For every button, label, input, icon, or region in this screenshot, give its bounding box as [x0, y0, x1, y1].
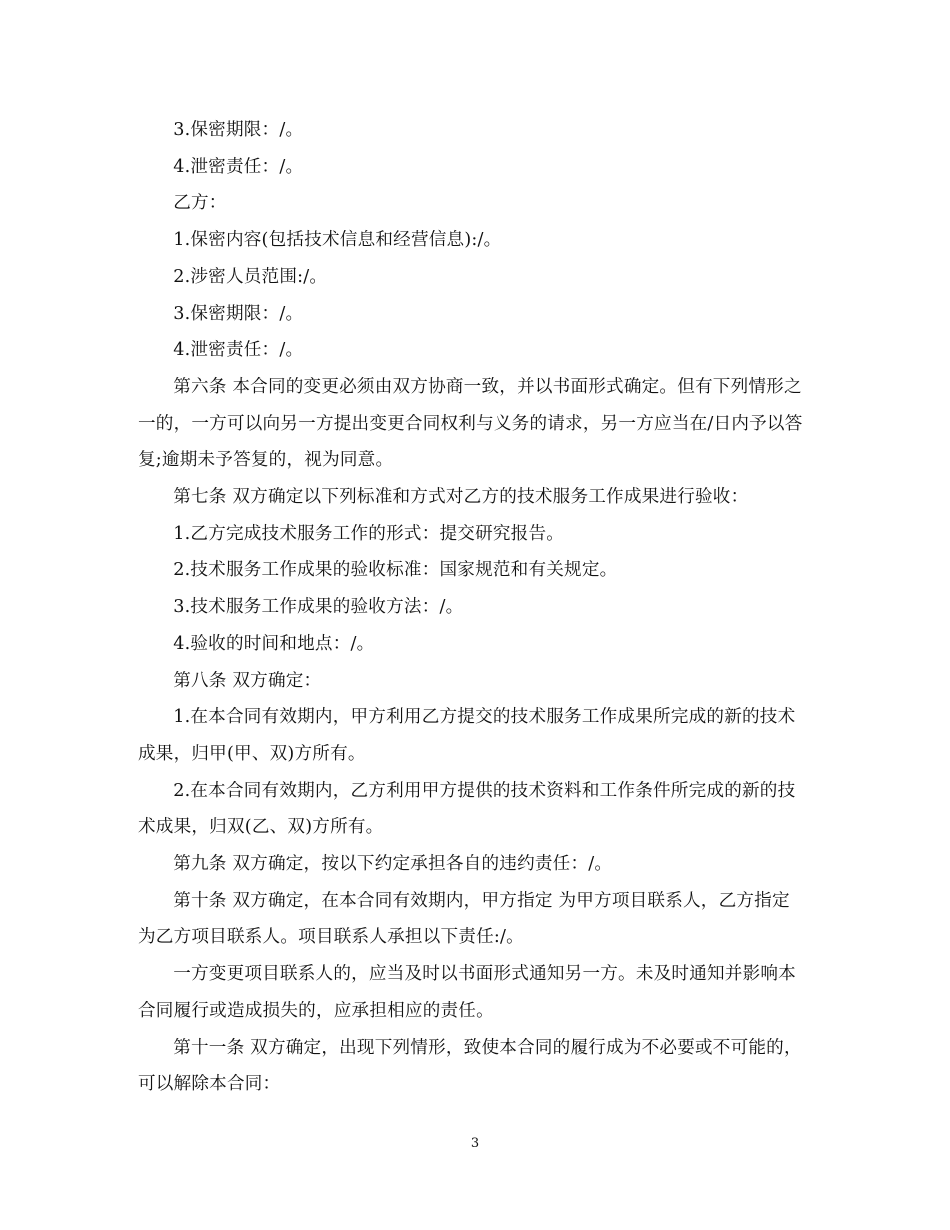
- paragraph: 第六条 本合同的变更必须由双方协商一致，并以书面形式确定。但有下列情形之一的，一方可以向另一方提出变更合同权利与义务的请求，另一方应当在/日内予以答复;逾期未予答复的，视为同意。: [138, 376, 803, 471]
- paragraph: 第十条 双方确定，在本合同有效期内，甲方指定 为甲方项目联系人，乙方指定 为乙方项目联系人。项目联系人承担以下责任:/。: [138, 890, 790, 948]
- paragraph: 3.保密期限：/。: [173, 120, 304, 140]
- paragraph: 4.泄密责任：/。: [173, 156, 304, 177]
- paragraph: 1.乙方完成技术服务工作的形式：提交研究报告。: [173, 523, 565, 544]
- paragraph: 1.保密内容(包括技术信息和经营信息):/。: [173, 230, 502, 251]
- paragraph: 2.技术服务工作成果的验收标准：国家规范和有关规定。: [173, 560, 618, 581]
- paragraph: 4.泄密责任：/。: [173, 340, 304, 361]
- paragraph: 乙方：: [173, 193, 227, 214]
- paragraph: 4.验收的时间和地点：/。: [173, 633, 375, 654]
- paragraph: 第九条 双方确定，按以下约定承担各自的违约责任：/。: [173, 854, 613, 875]
- paragraph: 第十一条 双方确定，出现下列情形，致使本合同的履行成为不必要或不可能的，可以解除本合同：: [138, 1037, 802, 1095]
- paragraph: 1.在本合同有效期内，甲方利用乙方提交的技术服务工作成果所完成的新的技术成果，归甲(甲、双)方所有。: [138, 707, 796, 764]
- document-body: [138, 112, 810, 1103]
- paragraph: 3.保密期限：/。: [173, 303, 304, 324]
- paragraph: 第八条 双方确定：: [173, 670, 322, 691]
- paragraph: 2.涉密人员范围:/。: [173, 266, 328, 287]
- paragraph: 一方变更项目联系人的，应当及时以书面形式通知另一方。未及时通知并影响本合同履行或造成损失的，应承担相应的责任。: [138, 964, 796, 1021]
- paragraph: 2.在本合同有效期内，乙方利用甲方提供的技术资料和工作条件所完成的新的技术成果，归双(乙、双)方所有。: [138, 780, 796, 838]
- paragraph: 3.技术服务工作成果的验收方法：/。: [173, 597, 464, 618]
- paragraph: 第七条 双方确定以下列标准和方式对乙方的技术服务工作成果进行验收：: [173, 487, 749, 508]
- page-number: 3: [470, 1136, 480, 1151]
